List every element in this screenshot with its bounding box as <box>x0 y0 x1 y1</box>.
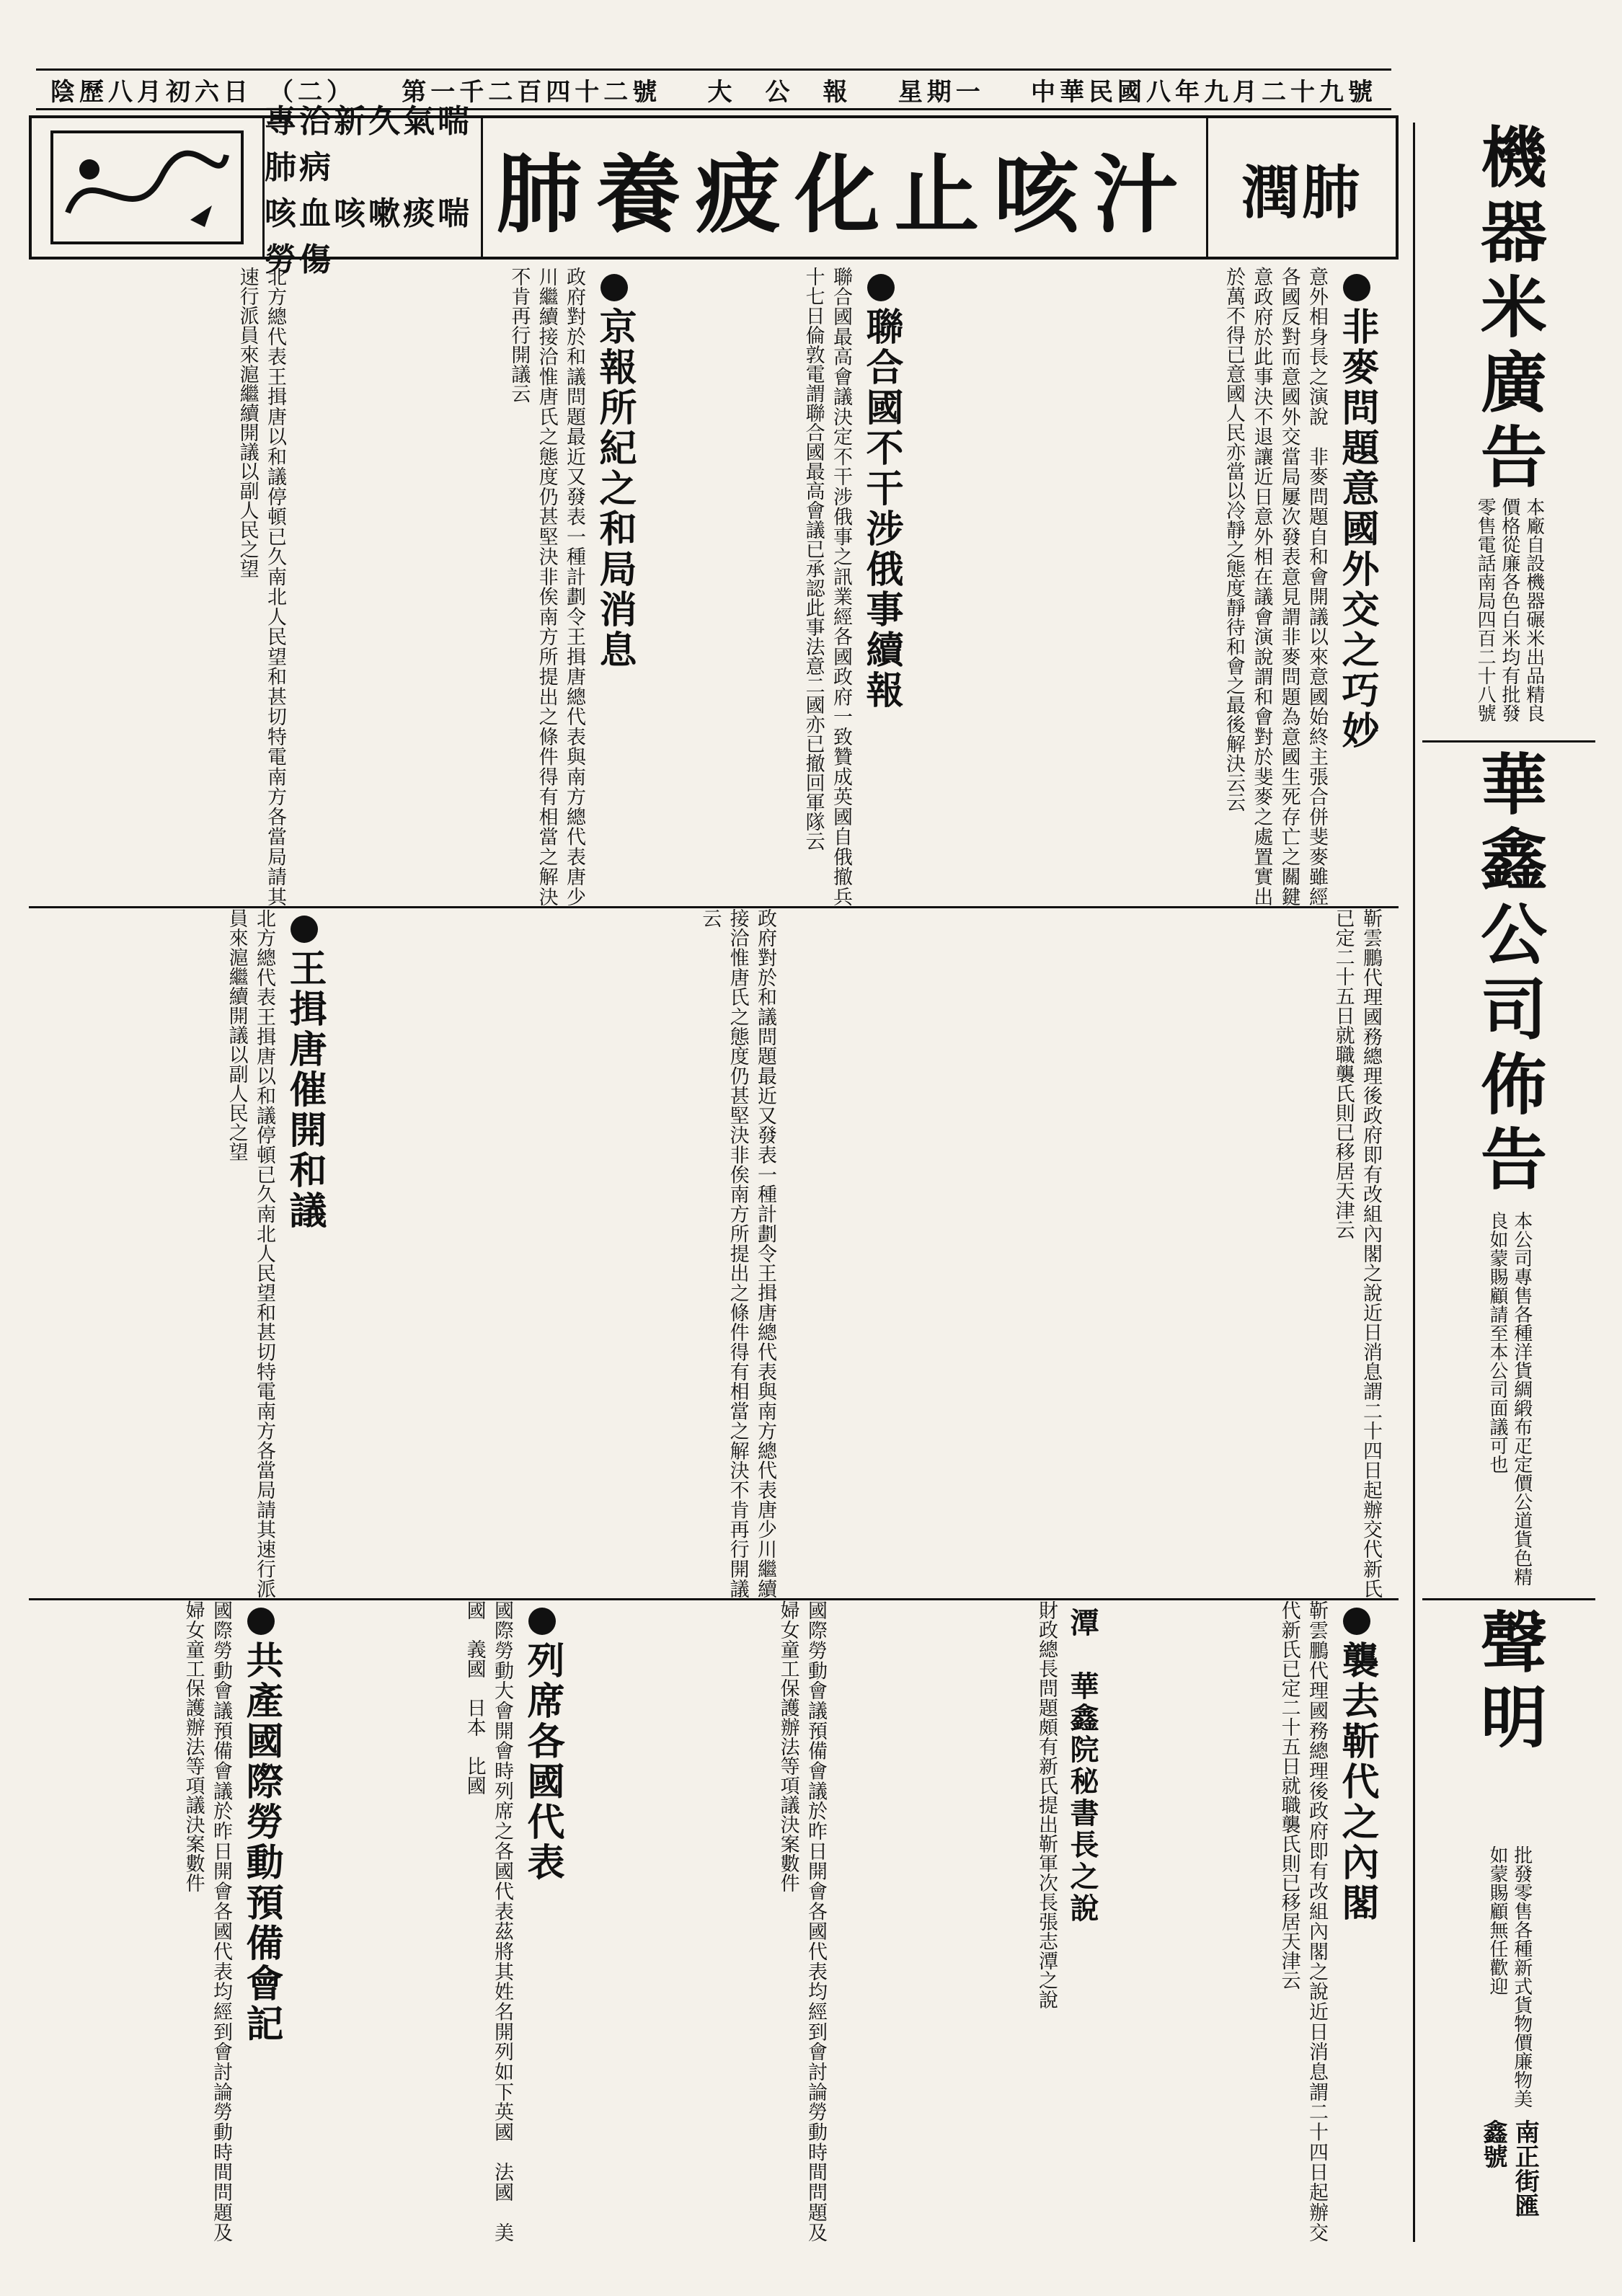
article-tan-body: 財政總長問題頗有新氏提出靳軍次長張志潭之說 <box>1035 1600 1058 2009</box>
banner-tail <box>1206 118 1396 257</box>
bullet-icon <box>291 916 318 943</box>
masthead-right: 陰歷八月初六日 （二） <box>50 77 355 107</box>
banner-subtitle-line2: 咳血咳嗽痰喘勞傷 <box>265 195 472 278</box>
ad-huaxin-company <box>1422 750 1595 1600</box>
masthead-date: 中華民國八年九月二十九號 <box>1031 77 1377 107</box>
right-ad-column <box>1413 123 1600 2242</box>
bullet-icon <box>528 1608 556 1635</box>
headline-gongchan: 共產國際勞動預備會記 <box>234 1608 288 2228</box>
headline-fei-mai: 非麥問題意國外交之巧妙 <box>1330 274 1384 894</box>
headline-xiqu: 襲去靳代之內閣 <box>1330 1608 1384 2228</box>
article-lianhe-body: 聯合國最高會議決定不干涉俄事之訊業經各國政府一致贊成英國自俄撤兵十七日倫敦電謂聯合國最高會議已承認此事法意二國亦已撤回軍隊云 <box>802 267 852 906</box>
bullet-icon <box>1343 1608 1370 1635</box>
articles-area <box>29 267 1399 2242</box>
banner-logo <box>32 118 265 257</box>
ad-declaration-title: 聲明 <box>1470 1608 1548 1758</box>
banner-product-name <box>483 126 1206 249</box>
article-liexi-body: 國際勞動大會開會時列席之各國代表茲將其姓名開列如下英國 法國 美國 義國 日本 比國 <box>463 1600 513 2242</box>
masthead-issue: 第一千二百四十二號 <box>402 77 662 107</box>
ad-rice-mill-body: 本廠自設機器碾米出品精良價格從廉各色白米均有批發零售電話南局四百二十八號 <box>1474 497 1545 722</box>
headline-tan: 潭 華鑫院秘書長之說 <box>1065 1608 1099 1925</box>
ad-huaxin-body: 本公司專售各種洋貨綢緞布疋定價公道貨色精良如蒙賜顧請至本公司面議可也 <box>1486 1211 1533 1586</box>
headline-wang: 王揖唐催開和議 <box>278 916 332 1579</box>
article-jingbao-body: 政府對於和議問題最近又發表一種計劃令王揖唐總代表與南方總代表唐少川繼續接洽惟唐氏之態度仍甚堅決非俟南方所提出之條件得有相當之解決不肯再行開議云 <box>508 267 585 906</box>
banner-tail-text: 潤肺 <box>1241 158 1362 226</box>
bullet-icon <box>1343 274 1370 301</box>
masthead <box>36 68 1391 110</box>
ad-rice-mill-title: 機器米廣告 <box>1470 123 1548 497</box>
banner-subtitle <box>265 103 483 278</box>
banner-ad <box>29 103 1399 278</box>
banner-subtitle-line1: 專治新久氣喘肺病 <box>265 103 472 186</box>
bullet-icon <box>601 274 628 301</box>
article-continued-body: 北方總代表王揖唐以和議停頓已久南北人民望和甚切特電南方各當局請其速行派員來滬繼續開議以副人民之望 <box>236 267 286 906</box>
banner-product-text: 肺養疲化止咳汁 <box>496 144 1193 244</box>
ad-huaxin-title: 華鑫公司佈告 <box>1470 750 1548 1200</box>
ad-declaration-body: 批發零售各種新式貨物價廉物美如蒙賜顧無任歡迎 <box>1486 1845 1533 2108</box>
bullet-icon <box>247 1608 275 1635</box>
article-fei-mai-body: 意外相身長之演說 非麥問題自和會開議以來意國始終主張合併斐麥雖經各國反對而意國外交當局屢次發表意見謂非麥問題為意國生死存亡之關鍵意政府於此事決不退讓近日意外相在議會演說謂和會對於斐麥之處置實出於萬不得已意國人民亦當以冷靜之態度靜待和會之最後解決云云 <box>1223 267 1328 906</box>
masthead-weekday: 星期一 <box>898 77 985 107</box>
band-middle <box>29 908 1399 1600</box>
dragon-seal-icon <box>46 126 248 249</box>
ad-rice-mill <box>1422 123 1595 743</box>
article-labor-body: 國際勞動會議預備會議於昨日開會各國代表均經到會討論勞動時間問題及婦女童工保護辦法等項議決案數件 <box>776 1600 827 2242</box>
article-middle-right-body: 靳雲鵬代理國務總理後政府即有改組內閣之說近日消息謂二十四日起辦交代新氏已定二十五日就職襲氏則已移居天津云 <box>1331 908 1382 1598</box>
article-xiqu-body: 靳雲鵬代理國務總理後政府即有改組內閣之說近日消息謂二十四日起辦交代新氏已定二十五日就職襲氏則已移居天津云 <box>1277 1600 1328 2242</box>
article-gongchan-body: 國際勞動會議預備會議於昨日開會各國代表均經到會討論勞動時間問題及婦女童工保護辦法等項議決案數件 <box>182 1600 232 2242</box>
article-wang-body: 北方總代表王揖唐以和議停頓已久南北人民望和甚切特電南方各當局請其速行派員來滬繼續開議以副人民之望 <box>225 908 275 1598</box>
masthead-title: 大 公 報 <box>707 77 852 107</box>
band-top <box>29 267 1399 908</box>
bullet-icon <box>867 274 895 301</box>
band-bottom <box>29 1600 1399 2242</box>
ad-declaration <box>1422 1608 1595 2242</box>
headline-jingbao: 京報所紀之和局消息 <box>588 274 642 894</box>
headline-liexi: 列席各國代表 <box>515 1608 570 2228</box>
ad-declaration-tail: 南正街匯鑫號 <box>1479 2119 1540 2217</box>
article-middle-center-body: 政府對於和議問題最近又發表一種計劃令王揖唐總代表與南方總代表唐少川繼續接洽惟唐氏之態度仍甚堅決非俟南方所提出之條件得有相當之解決不肯再行開議云 <box>699 908 776 1598</box>
headline-lianhe: 聯合國不干涉俄事續報 <box>854 274 908 894</box>
